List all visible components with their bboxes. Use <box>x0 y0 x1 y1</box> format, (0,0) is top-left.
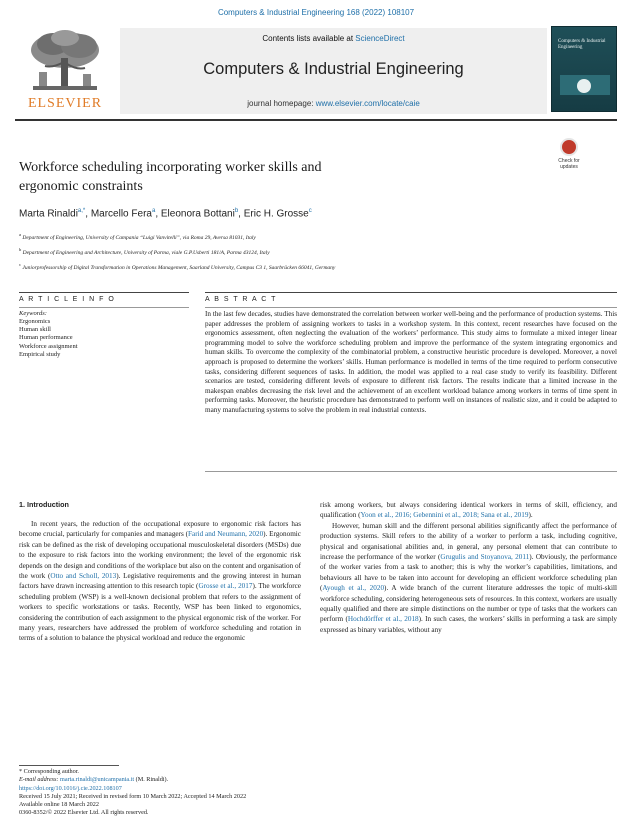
author-name[interactable]: Eric H. Grosse <box>243 208 309 220</box>
citation-link[interactable]: Farid and Neumann, 2020 <box>188 530 264 539</box>
contents-available-line <box>120 34 547 43</box>
check-for-updates-badge[interactable] <box>554 138 584 174</box>
journal-homepage-line <box>120 99 547 108</box>
journal-citation-link[interactable]: Computers & Industrial Engineering 168 (2022) 108107 <box>217 8 415 17</box>
journal-cover-thumbnail[interactable] <box>551 26 617 112</box>
author-name[interactable]: Marcello Fera <box>90 208 152 220</box>
elsevier-wordmark: ELSEVIER <box>27 96 103 111</box>
crossmark-label: Check for updates <box>558 158 580 170</box>
citation-link[interactable]: Yoon et al., 2016; Gebennini et al., 2018; Sana et al., 2019 <box>360 511 529 520</box>
doi-link[interactable]: https://doi.org/10.1016/j.cie.2022.108107 <box>19 785 122 792</box>
body-column-left <box>19 519 301 644</box>
cover-emblem-icon <box>577 79 591 93</box>
available-online: Available online 18 March 2022 <box>19 801 99 808</box>
section-heading-introduction: 1. Introduction <box>19 500 69 509</box>
journal-masthead <box>15 26 617 117</box>
citation-link[interactable]: Grosse et al., 2017 <box>198 582 253 591</box>
received-dates: Received 15 July 2021; Received in revised form 10 March 2022; Accepted 14 March 2022 <box>19 793 247 800</box>
corresponding-author-note <box>19 768 419 784</box>
article-title-line1: Workforce scheduling incorporating worker skills and <box>19 160 322 175</box>
author-affil-marker[interactable]: b <box>234 208 239 214</box>
citation-link[interactable]: Hochdörffer et al., 2018 <box>347 615 419 624</box>
author-name[interactable]: Marta Rinaldi <box>19 208 78 220</box>
article-info-heading: A R T I C L E I N F O <box>19 296 116 303</box>
author-name[interactable]: Eleonora Bottani <box>160 208 235 220</box>
article-history <box>19 785 419 817</box>
article-title-line2: ergonomic constraints <box>19 179 143 194</box>
cover-title: Computers & Industrial Engineering <box>558 39 606 50</box>
keyword-item[interactable]: Human skill <box>19 326 51 334</box>
crossmark-icon <box>560 138 578 156</box>
keyword-item[interactable]: Empirical study <box>19 350 61 358</box>
keyword-item[interactable]: Human performance <box>19 334 73 342</box>
body-column-right <box>320 500 617 635</box>
elsevier-logo[interactable] <box>15 26 115 114</box>
corresponding-label: * Corresponding author. <box>19 768 79 775</box>
keyword-item[interactable]: Ergonomics <box>19 318 51 325</box>
homepage-prefix: journal homepage: <box>247 99 316 108</box>
contents-prefix: Contents lists available at <box>262 34 356 43</box>
header-divider <box>15 119 617 121</box>
affiliation-item: $^c$ Juniorprofessorship of Digital Transformation in Operations Management, Saarland University, Campus C3 1, Saarbrücken 66041, Germany <box>19 261 336 271</box>
affiliation-item: $^b$ Department of Engineering and Architecture, University of Parma, viale G.P.Usberti 181/A, Parma 43124, Italy <box>19 246 270 256</box>
abstract-body: In the last few decades, studies have demonstrated the correlation between worker well-being and the performance of production systems. This paper addresses the problem of assigning workers to tasks in a workshop system. In this context, recent researches have focused on the ergonomics assessment, often neglecting the evaluation of the workers’ performance. This study aims to formulate a mixed integer linear programming model to solve the workforce scheduling problem and improve the performance of the system integrating ergonomics and human skills. To overcome the complexity of the combinatorial problem, a constructive heuristic procedure is developed. Moreover, a novel approach is proposed to determine the workers’ skills. Human performance is modelled in terms of the time required to perform consecutive tasks, considering different sequences of tasks. In addition, the model was applied to a real case study to verify its feasibility. Different scenarios are tested, considering different levels of exposure to different risk factors. The results indicate that a limited increase in the makespan enables decreasing the risk level and the achievement of an excellent workload balance among workers in terms of time spent in performing tasks. Moreover, the heuristic procedure has demonstrated to perform well on instances of realistic size, and it could be adapted to many manufacturing systems to solve the problem in real industrial contexts. <box>205 310 617 414</box>
keywords-label: Keywords: <box>19 310 47 317</box>
article-info-rule-lower <box>19 307 189 308</box>
affiliation-list <box>19 229 579 273</box>
abstract-rule <box>205 292 617 293</box>
copyright-line: 0360-8352/© 2022 Elsevier Ltd. All rights reserved. <box>19 809 149 816</box>
paragraph: However, human skill and the different personal abilities significantly affect the performance of production systems. Skill refers to the ability of a worker to perform a task, including cognitive, physical and organisational abilities and, in general, any personal element that can contribute to increase the performance of the worker (Grugulis and Stoyanova, 2011). Obviously, the performance of the worker varies from a task to another; this is why the worker’s capabilities, limitations, and behaviours all have to be taken into account for developing an efficient workforce scheduling plan (Ayough et al., 2020). A wide branch of the current literature addresses the topic of multi-skill workforce scheduling, considering heterogeneous sets of resources. In this context, workers are usually equally qualified and there are simple distinctions on the number or type of tasks that the workers can perform (Hochdörffer et al., 2018). In such cases, the workers’ skills in performing a task are simply expressed as binary variables, without any <box>320 521 618 634</box>
author-affil-marker[interactable]: a,* <box>77 208 86 214</box>
sciencedirect-link[interactable]: ScienceDirect <box>355 34 405 43</box>
citation-link[interactable]: Ayough et al., 2020 <box>322 584 385 593</box>
author-list: Marta Rinaldi$^{a,*}$, Marcello Fera$^a$, Eleonora Bottani$^b$, Eric H. Grosse$^c$ <box>19 208 312 220</box>
affiliation-item: $^a$ Department of Engineering, University of Campania “Luigi Vanvitelli”, via Roma 29, Aversa 81031, Italy <box>19 232 256 241</box>
author-affil-marker[interactable]: a <box>151 208 156 214</box>
citation-link[interactable]: Otto and Scholl, 2013 <box>50 572 117 581</box>
footnote-divider <box>19 765 119 766</box>
journal-title: Computers & Industrial Engineering <box>203 60 464 78</box>
keyword-item[interactable]: Workforce assignment <box>19 342 78 350</box>
email-line: E-mail address: marta.rinaldi@unicampania.it (M. Rinaldi). <box>19 776 169 783</box>
author-affil-marker[interactable]: c <box>308 208 312 214</box>
homepage-link[interactable]: www.elsevier.com/locate/caie <box>315 99 420 108</box>
article-title <box>19 158 459 196</box>
email-link[interactable]: marta.rinaldi@unicampania.it <box>60 776 135 783</box>
paragraph: risk among workers, but always considering identical workers in terms of skill, efficiency, and qualification (Yoon et al., 2016; Gebennini et al., 2018; Sana et al., 2019). <box>320 501 617 520</box>
paragraph: In recent years, the reduction of the occupational exposure to ergonomic risk factors has become crucial, particularly for companies and managers (Farid and Neumann, 2020). Ergonomic risk can be defined as the risk of developing occupational musculoskeletal disorders (MSDs) due to the exposure to risk factors into the working environment; the level of the ergonomic risk depends on the design and conditions of the workplace but also on the content and organisation of the work (Otto and Scholl, 2013). Legislative requirements and the growing interest in human factors have drawn increasing attention to this research topic (Grosse et al., 2017). The workforce scheduling problem (WSP) is a well-known decisional problem that refers to the assignment of workers to specific workstations or tasks. Recently, WSP has been linked to ergonomics, considering the contribution of each assignment to the physical ergonomic risk of the worker. For many years, researchers have addressed the problem of workforce scheduling and rotation in terms of a solution to balance the physical workload and reduce the ergonomic <box>19 520 301 643</box>
journal-info-box <box>120 28 547 114</box>
article-info-rule <box>19 292 189 293</box>
abstract-end-rule <box>205 471 617 472</box>
elsevier-tree-icon <box>23 28 107 96</box>
citation-link[interactable]: Grugulis and Stoyanova, 2011 <box>440 553 530 562</box>
abstract-rule-lower <box>205 307 617 308</box>
abstract-heading: A B S T R A C T <box>205 296 277 303</box>
keyword-list <box>19 318 189 359</box>
